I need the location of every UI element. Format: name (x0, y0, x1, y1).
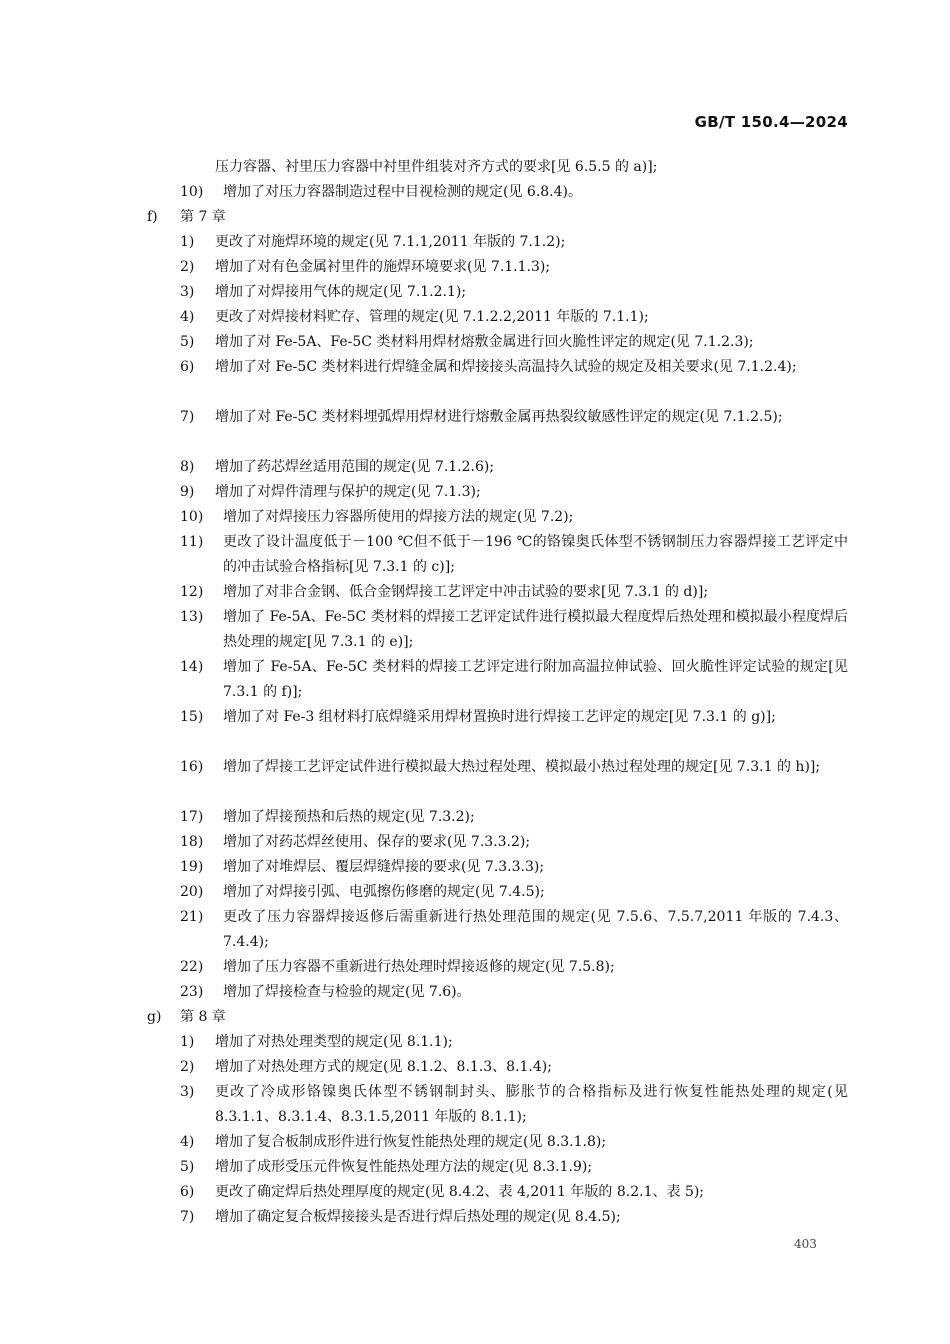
list-item (0, 280, 950, 305)
list-item (0, 605, 950, 655)
continuation-line: 压力容器、衬里压力容器中衬里件组装对齐方式的要求[见 6.5.5 的 a)]; (215, 159, 658, 175)
item-number: 17) (180, 809, 204, 825)
item-number: 10) (180, 509, 204, 525)
item-text: 增加了对 Fe-5C 类材料埋弧焊用焊材进行熔敷金属再热裂纹敏感性评定的规定(见 7.1.2.5); (215, 409, 783, 425)
list-item (0, 455, 950, 480)
list-item (0, 580, 950, 605)
item-number: 1) (180, 1034, 195, 1050)
item-number: 5) (180, 334, 195, 350)
item-number: 19) (180, 859, 204, 875)
list-item (0, 330, 950, 355)
section-mark: f) (147, 209, 158, 225)
item-text: 增加了确定复合板焊接接头是否进行焊后热处理的规定(见 8.4.5); (215, 1209, 621, 1225)
item-number: 23) (180, 984, 204, 1000)
list-item (0, 255, 950, 280)
list-item (0, 1130, 950, 1155)
item-text: 更改了对施焊环境的规定(见 7.1.1,2011 年版的 7.1.2); (215, 234, 566, 250)
list-item (0, 1080, 950, 1130)
item-text: 增加了对 Fe-3 组材料打底焊缝采用焊材置换时进行焊接工艺评定的规定[见 7.3.1 的 g)]; (223, 709, 776, 725)
item-text: 增加了焊接工艺评定试件进行模拟最大热过程处理、模拟最小热过程处理的规定[见 7.3.1 的 h)]; (223, 759, 821, 775)
item-number: 11) (180, 534, 204, 550)
item-number: 5) (180, 1159, 195, 1175)
list-item (0, 1030, 950, 1055)
item-number: 21) (180, 909, 204, 925)
item-text: 增加了对焊接用气体的规定(见 7.1.2.1); (215, 284, 467, 300)
list-item (0, 655, 950, 705)
list-item (0, 405, 950, 455)
item-text: 增加了 Fe-5A、Fe-5C 类材料的焊接工艺评定进行附加高温拉伸试验、回火脆性评定试验的规定[见 7.3.1 的 f)]; (223, 659, 848, 700)
item-text: 增加了对热处理方式的规定(见 8.1.2、8.1.3、8.1.4); (215, 1059, 552, 1075)
item-number: 6) (180, 359, 195, 375)
item-text: 增加了对焊件清理与保护的规定(见 7.1.3); (215, 484, 481, 500)
item-number: 20) (180, 884, 204, 900)
item-text: 增加了对堆焊层、覆层焊缝焊接的要求(见 7.3.3.3); (223, 859, 545, 875)
item-number: 16) (180, 759, 204, 775)
item-number: 3) (180, 284, 195, 300)
item-number: 15) (180, 709, 204, 725)
item-text: 更改了压力容器焊接返修后需重新进行热处理范围的规定(见 7.5.6、7.5.7,2011 年版的 7.4.3、7.4.4); (223, 909, 848, 950)
item-number: 2) (180, 259, 195, 275)
item-text: 增加了焊接检查与检验的规定(见 7.6)。 (223, 984, 471, 1000)
item-text: 更改了设计温度低于－100 ℃但不低于－196 ℃的铬镍奥氏体型不锈钢制压力容器焊接工艺评定中的冲击试验合格指标[见 7.3.1 的 c)]; (223, 534, 848, 575)
list-item (0, 1055, 950, 1080)
item-text: 增加了对压力容器制造过程中目视检测的规定(见 6.8.4)。 (223, 184, 582, 200)
section-heading-g (0, 1005, 950, 1030)
item-number: 7) (180, 1209, 195, 1225)
item-text: 增加了对热处理类型的规定(见 8.1.1); (215, 1034, 453, 1050)
item-number: 2) (180, 1059, 195, 1075)
item-number: 12) (180, 584, 204, 600)
item-number: 22) (180, 959, 204, 975)
list-item (0, 305, 950, 330)
item-text: 增加了 Fe-5A、Fe-5C 类材料的焊接工艺评定试件进行模拟最大程度焊后热处理和模拟最小程度焊后热处理的规定[见 7.3.1 的 e)]; (223, 609, 848, 650)
list-item (0, 1180, 950, 1205)
list-item (0, 480, 950, 505)
list-item (0, 830, 950, 855)
section-title: 第 8 章 (180, 1009, 226, 1025)
section-heading-f (0, 205, 950, 230)
item-text: 增加了对 Fe-5C 类材料进行焊缝金属和焊接接头高温持久试验的规定及相关要求(见 7.1.2.4); (215, 359, 797, 375)
list-item (0, 755, 950, 805)
section-title: 第 7 章 (180, 209, 226, 225)
item-number: 3) (180, 1084, 195, 1100)
list-item (0, 955, 950, 980)
item-text: 更改了冷成形铬镍奥氏体型不锈钢制封头、膨胀节的合格指标及进行恢复性能热处理的规定(见 8.3.1.1、8.3.1.4、8.3.1.5,2011 年版的 8.1.1); (215, 1084, 848, 1125)
item-number: 4) (180, 1134, 195, 1150)
item-number: 10) (180, 184, 204, 200)
list-item (0, 880, 950, 905)
list-item (0, 230, 950, 255)
list-item (0, 705, 950, 755)
item-number: 13) (180, 609, 204, 625)
list-item (0, 1155, 950, 1180)
item-text: 增加了对焊接压力容器所使用的焊接方法的规定(见 7.2); (223, 509, 574, 525)
item-text: 增加了成形受压元件恢复性能热处理方法的规定(见 8.3.1.9); (215, 1159, 593, 1175)
item-text: 增加了药芯焊丝适用范围的规定(见 7.1.2.6); (215, 459, 495, 475)
item-text: 增加了对有色金属衬里件的施焊环境要求(见 7.1.1.3); (215, 259, 551, 275)
item-number: 9) (180, 484, 195, 500)
page-number: 403 (794, 1237, 817, 1251)
document-id: GB/T 150.4—2024 (694, 113, 848, 131)
item-number: 6) (180, 1184, 195, 1200)
list-item (0, 530, 950, 580)
item-number: 4) (180, 309, 195, 325)
section-mark: g) (147, 1009, 162, 1025)
item-text: 更改了对焊接材料贮存、管理的规定(见 7.1.2.2,2011 年版的 7.1.1); (215, 309, 649, 325)
list-item (0, 805, 950, 830)
item-number: 7) (180, 409, 195, 425)
item-number: 1) (180, 234, 195, 250)
list-item (0, 980, 950, 1005)
item-text: 增加了对非合金钢、低合金钢焊接工艺评定中冲击试验的要求[见 7.3.1 的 d)]; (223, 584, 709, 600)
list-item (0, 180, 950, 205)
item-number: 14) (180, 659, 204, 675)
item-text: 更改了确定焊后热处理厚度的规定(见 8.4.2、表 4,2011 年版的 8.2.1、表 5); (215, 1184, 705, 1200)
item-text: 增加了对药芯焊丝使用、保存的要求(见 7.3.3.2); (223, 834, 531, 850)
list-item (0, 855, 950, 880)
list-item (0, 905, 950, 955)
item-text: 增加了焊接预热和后热的规定(见 7.3.2); (223, 809, 475, 825)
item-text: 增加了压力容器不重新进行热处理时焊接返修的规定(见 7.5.8); (223, 959, 615, 975)
item-text: 增加了复合板制成形件进行恢复性能热处理的规定(见 8.3.1.8); (215, 1134, 607, 1150)
item-text: 增加了对焊接引弧、电弧擦伤修磨的规定(见 7.4.5); (223, 884, 545, 900)
list-item (0, 505, 950, 530)
page-content (0, 155, 950, 1230)
item-number: 8) (180, 459, 195, 475)
item-text: 增加了对 Fe-5A、Fe-5C 类材料用焊材熔敷金属进行回火脆性评定的规定(见 7.1.2.3); (215, 334, 754, 350)
item-number: 18) (180, 834, 204, 850)
list-item (0, 355, 950, 405)
list-item (0, 1205, 950, 1230)
